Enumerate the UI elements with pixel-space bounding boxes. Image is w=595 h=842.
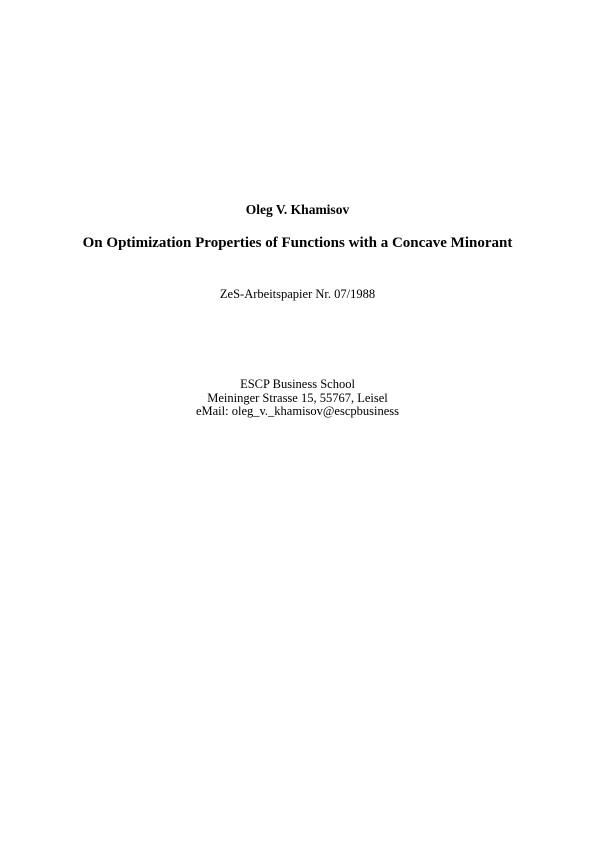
author-name: Oleg V. Khamisov (245, 202, 350, 217)
paper-title: On Optimization Properties of Functions with a Concave Minorant (82, 235, 513, 251)
institution-name: ESCP Business School (240, 377, 355, 391)
working-paper-number: ZeS-Arbeitspapier Nr. 07/1988 (219, 287, 376, 301)
street-address: Meininger Strasse 15, 55767, Leisel (207, 391, 388, 405)
email-address: eMail: oleg_v._khamisov@escpbusiness (195, 404, 400, 418)
